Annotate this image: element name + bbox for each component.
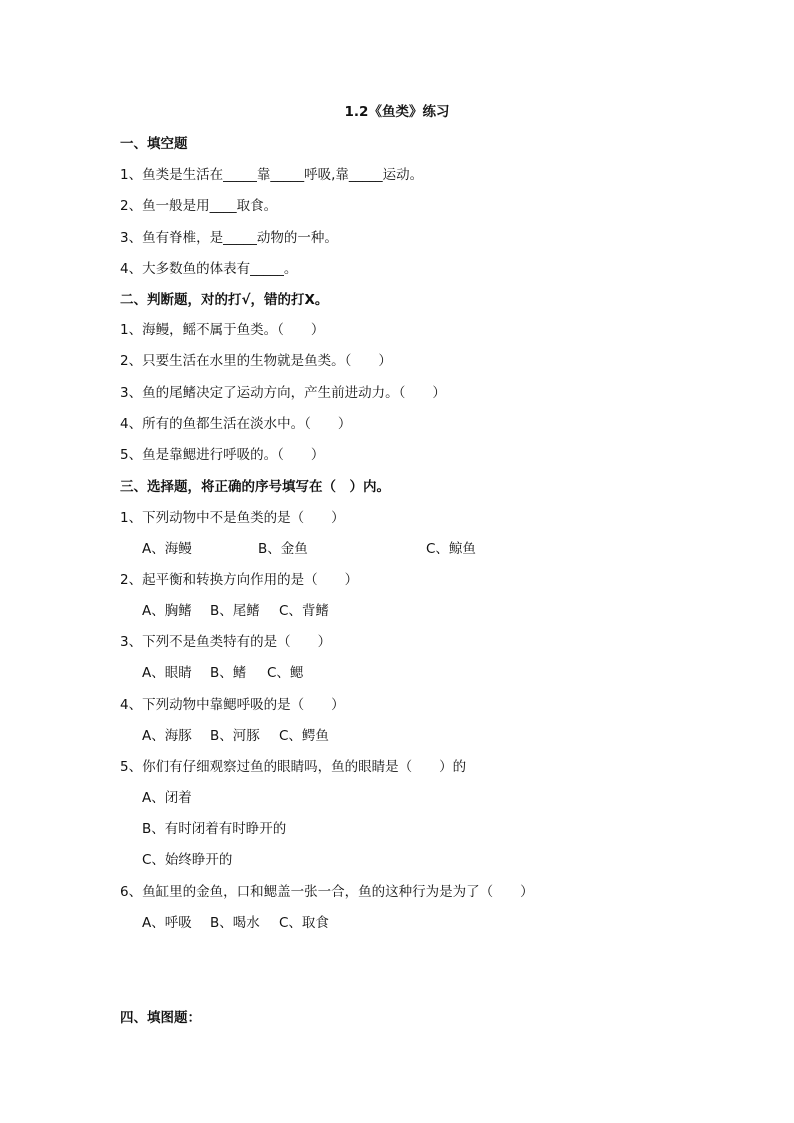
fill-blank-question-2: 2、鱼一般是用____取食。	[120, 198, 278, 214]
fill-blank-question-3: 3、鱼有脊椎，是_____动物的一种。	[120, 230, 338, 246]
true-false-question-2: 2、只要生活在水里的生物就是鱼类。（ ）	[120, 353, 392, 369]
choice-question-2: 2、起平衡和转换方向作用的是（ ）	[120, 572, 359, 588]
choice-option: B、有时闭着有时睁开的	[142, 821, 287, 837]
choice-option: B、鳍	[210, 665, 247, 681]
true-false-question-3: 3、鱼的尾鳍决定了运动方向，产生前进动力。（ ）	[120, 385, 446, 401]
choice-option: B、河豚	[210, 728, 260, 744]
choice-question-5: 5、你们有仔细观察过鱼的眼睛吗，鱼的眼睛是（ ）的	[120, 759, 467, 775]
choice-option: A、海鳗	[142, 541, 192, 557]
choice-option: A、海豚	[142, 728, 192, 744]
choice-option: B、喝水	[210, 915, 260, 931]
fill-blank-question-1: 1、鱼类是生活在_____靠_____呼吸,靠_____运动。	[120, 167, 424, 183]
choice-option: A、胸鳍	[142, 603, 192, 619]
section-heading-true-false: 二、判断题，对的打√，错的打X。	[120, 292, 329, 308]
section-heading-multiple-choice: 三、选择题，将正确的序号填写在（ ）内。	[120, 479, 390, 495]
choice-option: C、鳄鱼	[279, 728, 329, 744]
choice-option: C、背鳍	[279, 603, 329, 619]
choice-option: B、金鱼	[258, 541, 308, 557]
choice-option: B、尾鳍	[210, 603, 260, 619]
choice-option: C、鳃	[267, 665, 304, 681]
true-false-question-4: 4、所有的鱼都生活在淡水中。（ ）	[120, 416, 352, 432]
section-heading-fill-blank: 一、填空题	[120, 136, 188, 152]
choice-option: C、鲸鱼	[426, 541, 476, 557]
choice-option: A、眼睛	[142, 665, 192, 681]
section-heading-diagram: 四、填图题：	[120, 1010, 201, 1026]
choice-option: A、呼吸	[142, 915, 192, 931]
page-title: 1.2《鱼类》练习	[344, 104, 450, 120]
choice-question-4: 4、下列动物中靠鳃呼吸的是（ ）	[120, 697, 345, 713]
choice-question-3: 3、下列不是鱼类特有的是（ ）	[120, 634, 332, 650]
choice-option: C、始终睁开的	[142, 852, 233, 868]
choice-option: A、闭着	[142, 790, 192, 806]
true-false-question-1: 1、海鳗，鳐不属于鱼类。（ ）	[120, 322, 325, 338]
choice-option: C、取食	[279, 915, 329, 931]
choice-question-6: 6、鱼缸里的金鱼，口和鳃盖一张一合，鱼的这种行为是为了（ ）	[120, 884, 534, 900]
true-false-question-5: 5、鱼是靠鳃进行呼吸的。（ ）	[120, 447, 325, 463]
choice-question-1: 1、下列动物中不是鱼类的是（ ）	[120, 510, 345, 526]
fill-blank-question-4: 4、大多数鱼的体表有_____。	[120, 261, 298, 277]
